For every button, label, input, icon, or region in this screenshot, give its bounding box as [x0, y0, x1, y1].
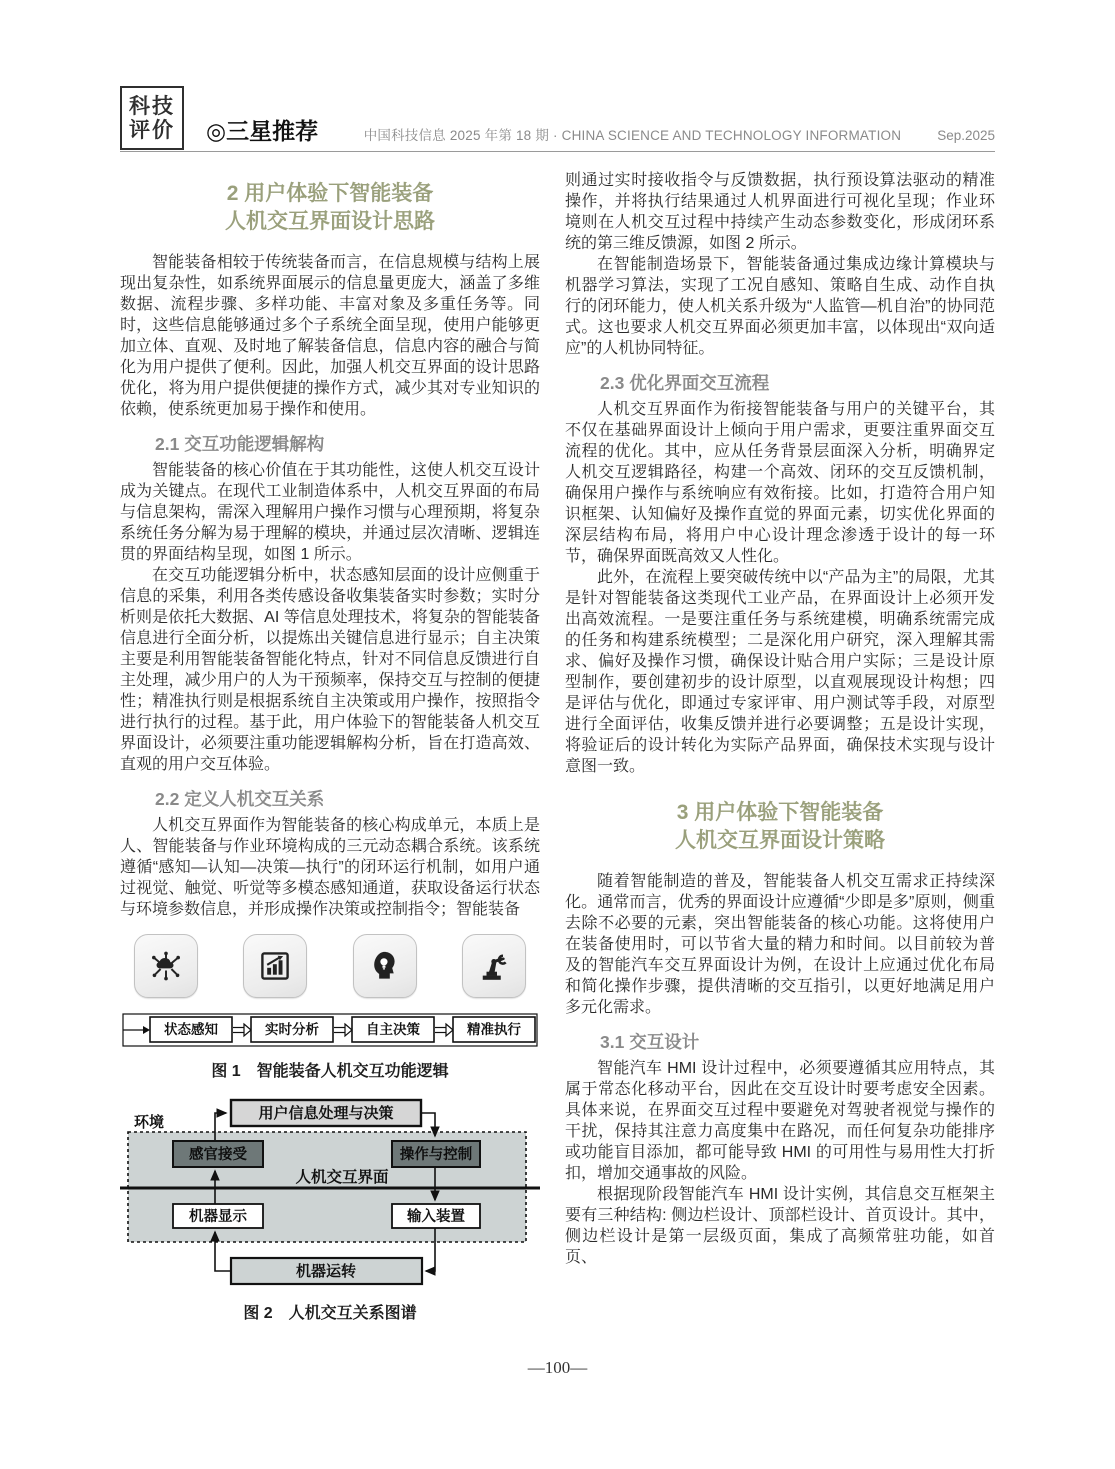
user-processing-box	[231, 1100, 421, 1126]
environment-label: 环境	[134, 1114, 165, 1131]
user-processing-label: 用户信息处理与决策	[258, 1105, 394, 1122]
operation-control-label: 操作与控制	[399, 1147, 473, 1163]
figure-1-caption: 图 1 智能装备人机交互功能逻辑	[211, 1063, 449, 1080]
section-2-paragraph: 智能装备相较于传统装备而言，在信息规模与结构上展现出复杂性，如系统界面展示的信息量更庞大，涵盖了多维数据、流程步骤、多样功能、丰富对象及多重任务等。同时，这些信息能够通过多个子系统全面呈现，使用户能够更加立体、直观、及时地了解装备信息，信息内容的融合与简化为用户提供了便利。因此，加强人机交互界面的设计思路优化，将为用户提供便捷的操作方式，减少其对专业知识的依赖，使系统更加易于操作和使用。	[120, 254, 540, 418]
input-device-box	[392, 1204, 480, 1228]
robot-arm-icon	[462, 934, 526, 998]
section-2-title-line2: 人机交互界面设计思路	[225, 210, 435, 233]
section-2-1-paragraph-2: 在交互功能逻辑分析中，状态感知层面的设计应侧重于信息的采集，利用各类传感设备收集装备实时参数；实时分析则是依托大数据、AI 等信息处理技术，将复杂的智能装备信息进行全面分析，以提炼出关键信息进行显示；自主决策主要是利用智能装备智能化特点，针对不同信息反馈进行自主处理，减少用户的人为干预频率，保持交互与控制的便捷性；精准执行则是根据系统自主决策或用户操作，按照指令进行执行的过程。基于此，用户体验下的智能装备人机交互界面设计，必须要注重功能逻辑解构分析，旨在打造高效、直观的用户交互体验。	[120, 567, 540, 773]
section-2-1-title: 2.1 交互功能逻辑解构	[155, 434, 325, 454]
machine-display-box	[173, 1204, 263, 1228]
figure-2-caption: 图 2 人机交互关系图谱	[243, 1305, 417, 1322]
right-column	[565, 170, 995, 1268]
section-2-2-continued-paragraph: 则通过实时接收指令与反馈数据，执行预设算法驱动的精准操作，并将执行结果通过人机界面进行可视化呈现；作业环境则在人机交互过程中持续产生动态参数变化，形成闭环系统的第三维反馈源，如图 2 所示。	[565, 172, 995, 252]
hmi-interface-label: 人机交互界面	[295, 1169, 389, 1186]
sensory-reception-label: 感官接受	[189, 1147, 247, 1163]
flow-step-3-label: 自主决策	[366, 1022, 420, 1037]
section-2-3-title: 2.3 优化界面交互流程	[600, 373, 770, 393]
sensor-network-icon	[148, 948, 184, 984]
logo-line1: 科技	[129, 94, 175, 118]
header-divider	[120, 151, 995, 152]
figure-2-diagram	[120, 1096, 540, 1296]
section-2-1-paragraph-1: 智能装备的核心价值在于其功能性，这使人机交互设计成为关键点。在现代工业制造体系中，人机交互界面的布局与信息架构，需深入理解用户操作习惯与心理预期，将复杂系统任务分解为易于理解的模块，并通过层次清晰、逻辑连贯的界面结构呈现，如图 1 所示。	[120, 462, 540, 563]
figure-1-flow-diagram	[120, 1006, 540, 1054]
flow-step-1-label: 状态感知	[164, 1022, 218, 1037]
figure-1-icon-row	[120, 934, 540, 998]
flow-arrow-1	[233, 1024, 251, 1036]
flow-step-2-label: 实时分析	[265, 1022, 319, 1037]
flow-step-4	[453, 1017, 535, 1042]
flow-step-4-label: 精准执行	[467, 1022, 521, 1037]
flow-arrow-3	[435, 1024, 453, 1036]
journal-section-logo	[120, 86, 184, 150]
section-2-title-line1: 2 用户体验下智能装备	[226, 182, 434, 205]
machine-operation-box	[231, 1258, 422, 1284]
recommendation-badge: ◎三星推荐	[206, 118, 319, 144]
section-2-title	[120, 180, 540, 236]
issue-date: Sep.2025	[937, 128, 995, 143]
flow-step-2	[251, 1017, 333, 1042]
machine-operation-label: 机器运转	[295, 1263, 357, 1280]
logo-line2: 评价	[129, 118, 175, 142]
flow-arrow-2	[334, 1024, 352, 1036]
section-2-2-paragraph: 人机交互界面作为智能装备的核心构成单元，本质上是人、智能装备与作业环境构成的三元动态耦合系统。该系统遵循“感知—认知—决策—执行”的闭环运行机制，如用户通过视觉、触觉、听觉等多模态感知通道，获取设备运行状态与环境参数信息，并形成操作决策或控制指令；智能装备	[120, 817, 540, 918]
journal-info	[364, 124, 995, 144]
figure-1	[120, 934, 540, 1084]
journal-title: 中国科技信息 2025 年第 18 期 · CHINA SCIENCE AND TECHNOLOGY INFORMATION	[363, 128, 902, 143]
section-3-1-paragraph-1: 智能汽车 HMI 设计过程中，必须要遵循其应用特点，其属于常态化移动平台，因此在交互设计时要考虑安全因素。具体来说，在界面交互过程中要避免对驾驶者视觉与操作的干扰，保持其注意力高度集中在路况，而任何复杂功能排序或功能盲目添加，都可能导致 HMI 的可用性与易用性大打折扣，增加交通事故的风险。	[565, 1060, 995, 1182]
section-2-3-paragraph-1: 人机交互界面作为衔接智能装备与用户的关键平台，其不仅在基础界面设计上倾向于用户需求，更要注重界面交互流程的优化。其中，应从任务背景层面深入分析，明确界定人机交互逻辑路径，构建一个高效、闭环的交互反馈机制，确保用户操作与系统响应有效衔接。比如，打造符合用户知识框架、认知偏好及操作直觉的界面元素，切实优化界面的深层结构布局，将用户中心设计理念渗透于设计的每一环节，确保界面既高效又人性化。	[565, 401, 995, 565]
section-2-2-title: 2.2 定义人机交互关系	[155, 789, 325, 809]
head-idea-icon	[367, 948, 403, 984]
section-3-title	[565, 799, 995, 855]
section-3-1-paragraph-2: 根据现阶段智能汽车 HMI 设计实例，其信息交互框架主要有三种结构: 侧边栏设计、顶部栏设计、首页设计。其中，侧边栏设计是第一层级页面，集成了高频常驻功能，如首页、	[565, 1186, 995, 1266]
sensory-reception-box	[173, 1141, 263, 1167]
bar-chart-icon	[243, 934, 307, 998]
page-number: —100—	[527, 1358, 588, 1377]
page-header	[120, 86, 995, 150]
left-column	[120, 170, 540, 1326]
robot-arm-icon	[476, 948, 512, 984]
sensor-network-icon	[134, 934, 198, 998]
flow-step-3	[352, 1017, 434, 1042]
flow-step-1	[150, 1017, 232, 1042]
figure-2	[120, 1096, 540, 1326]
section-3-1-title: 3.1 交互设计	[600, 1032, 700, 1052]
section-3-title-line1: 3 用户体验下智能装备	[676, 801, 884, 824]
section-3-paragraph: 随着智能制造的普及，智能装备人机交互需求正持续深化。通常而言，优秀的界面设计应遵循“少即是多”原则，侧重去除不必要的元素，突出智能装备的核心功能。这将使用户在装备使用时，可以节省大量的精力和时间。以目前较为普及的智能汽车交互界面设计为例，在设计上应通过优化布局和简化操作步骤，提供清晰的交互指引，以更好地满足用户多元化需求。	[565, 873, 995, 1016]
head-idea-icon	[353, 934, 417, 998]
section-3-title-line2: 人机交互界面设计策略	[675, 829, 885, 852]
smart-manufacturing-paragraph: 在智能制造场景下，智能装备通过集成边缘计算模块与机器学习算法，实现了工况自感知、策略自生成、动作自执行的闭环能力，使人机关系升级为“人监管—机自治”的协同范式。这也要求人机交互界面必须更加丰富，以体现出“双向适应”的人机协同特征。	[565, 256, 995, 357]
operation-control-box	[392, 1141, 480, 1167]
bar-chart-icon	[257, 948, 293, 984]
machine-display-label: 机器显示	[189, 1209, 247, 1225]
section-2-3-paragraph-2: 此外，在流程上要突破传统中以“产品为主”的局限，尤其是针对智能装备这类现代工业产品，在界面设计上必须开发出高效流程。一是要注重任务与系统建模，明确系统需完成的任务和构建系统模型；二是深化用户研究，深入理解其需求、偏好及操作习惯，确保设计贴合用户实际；三是设计原型制作，要创建初步的设计原型，以直观展现设计构想；四是评估与优化，即通过专家评审、用户测试等手段，对原型进行全面评估，收集反馈并进行必要调整；五是设计实现，将验证后的设计转化为实际产品界面，确保技术实现与设计意图一致。	[565, 569, 995, 775]
input-device-label: 输入装置	[407, 1209, 465, 1225]
